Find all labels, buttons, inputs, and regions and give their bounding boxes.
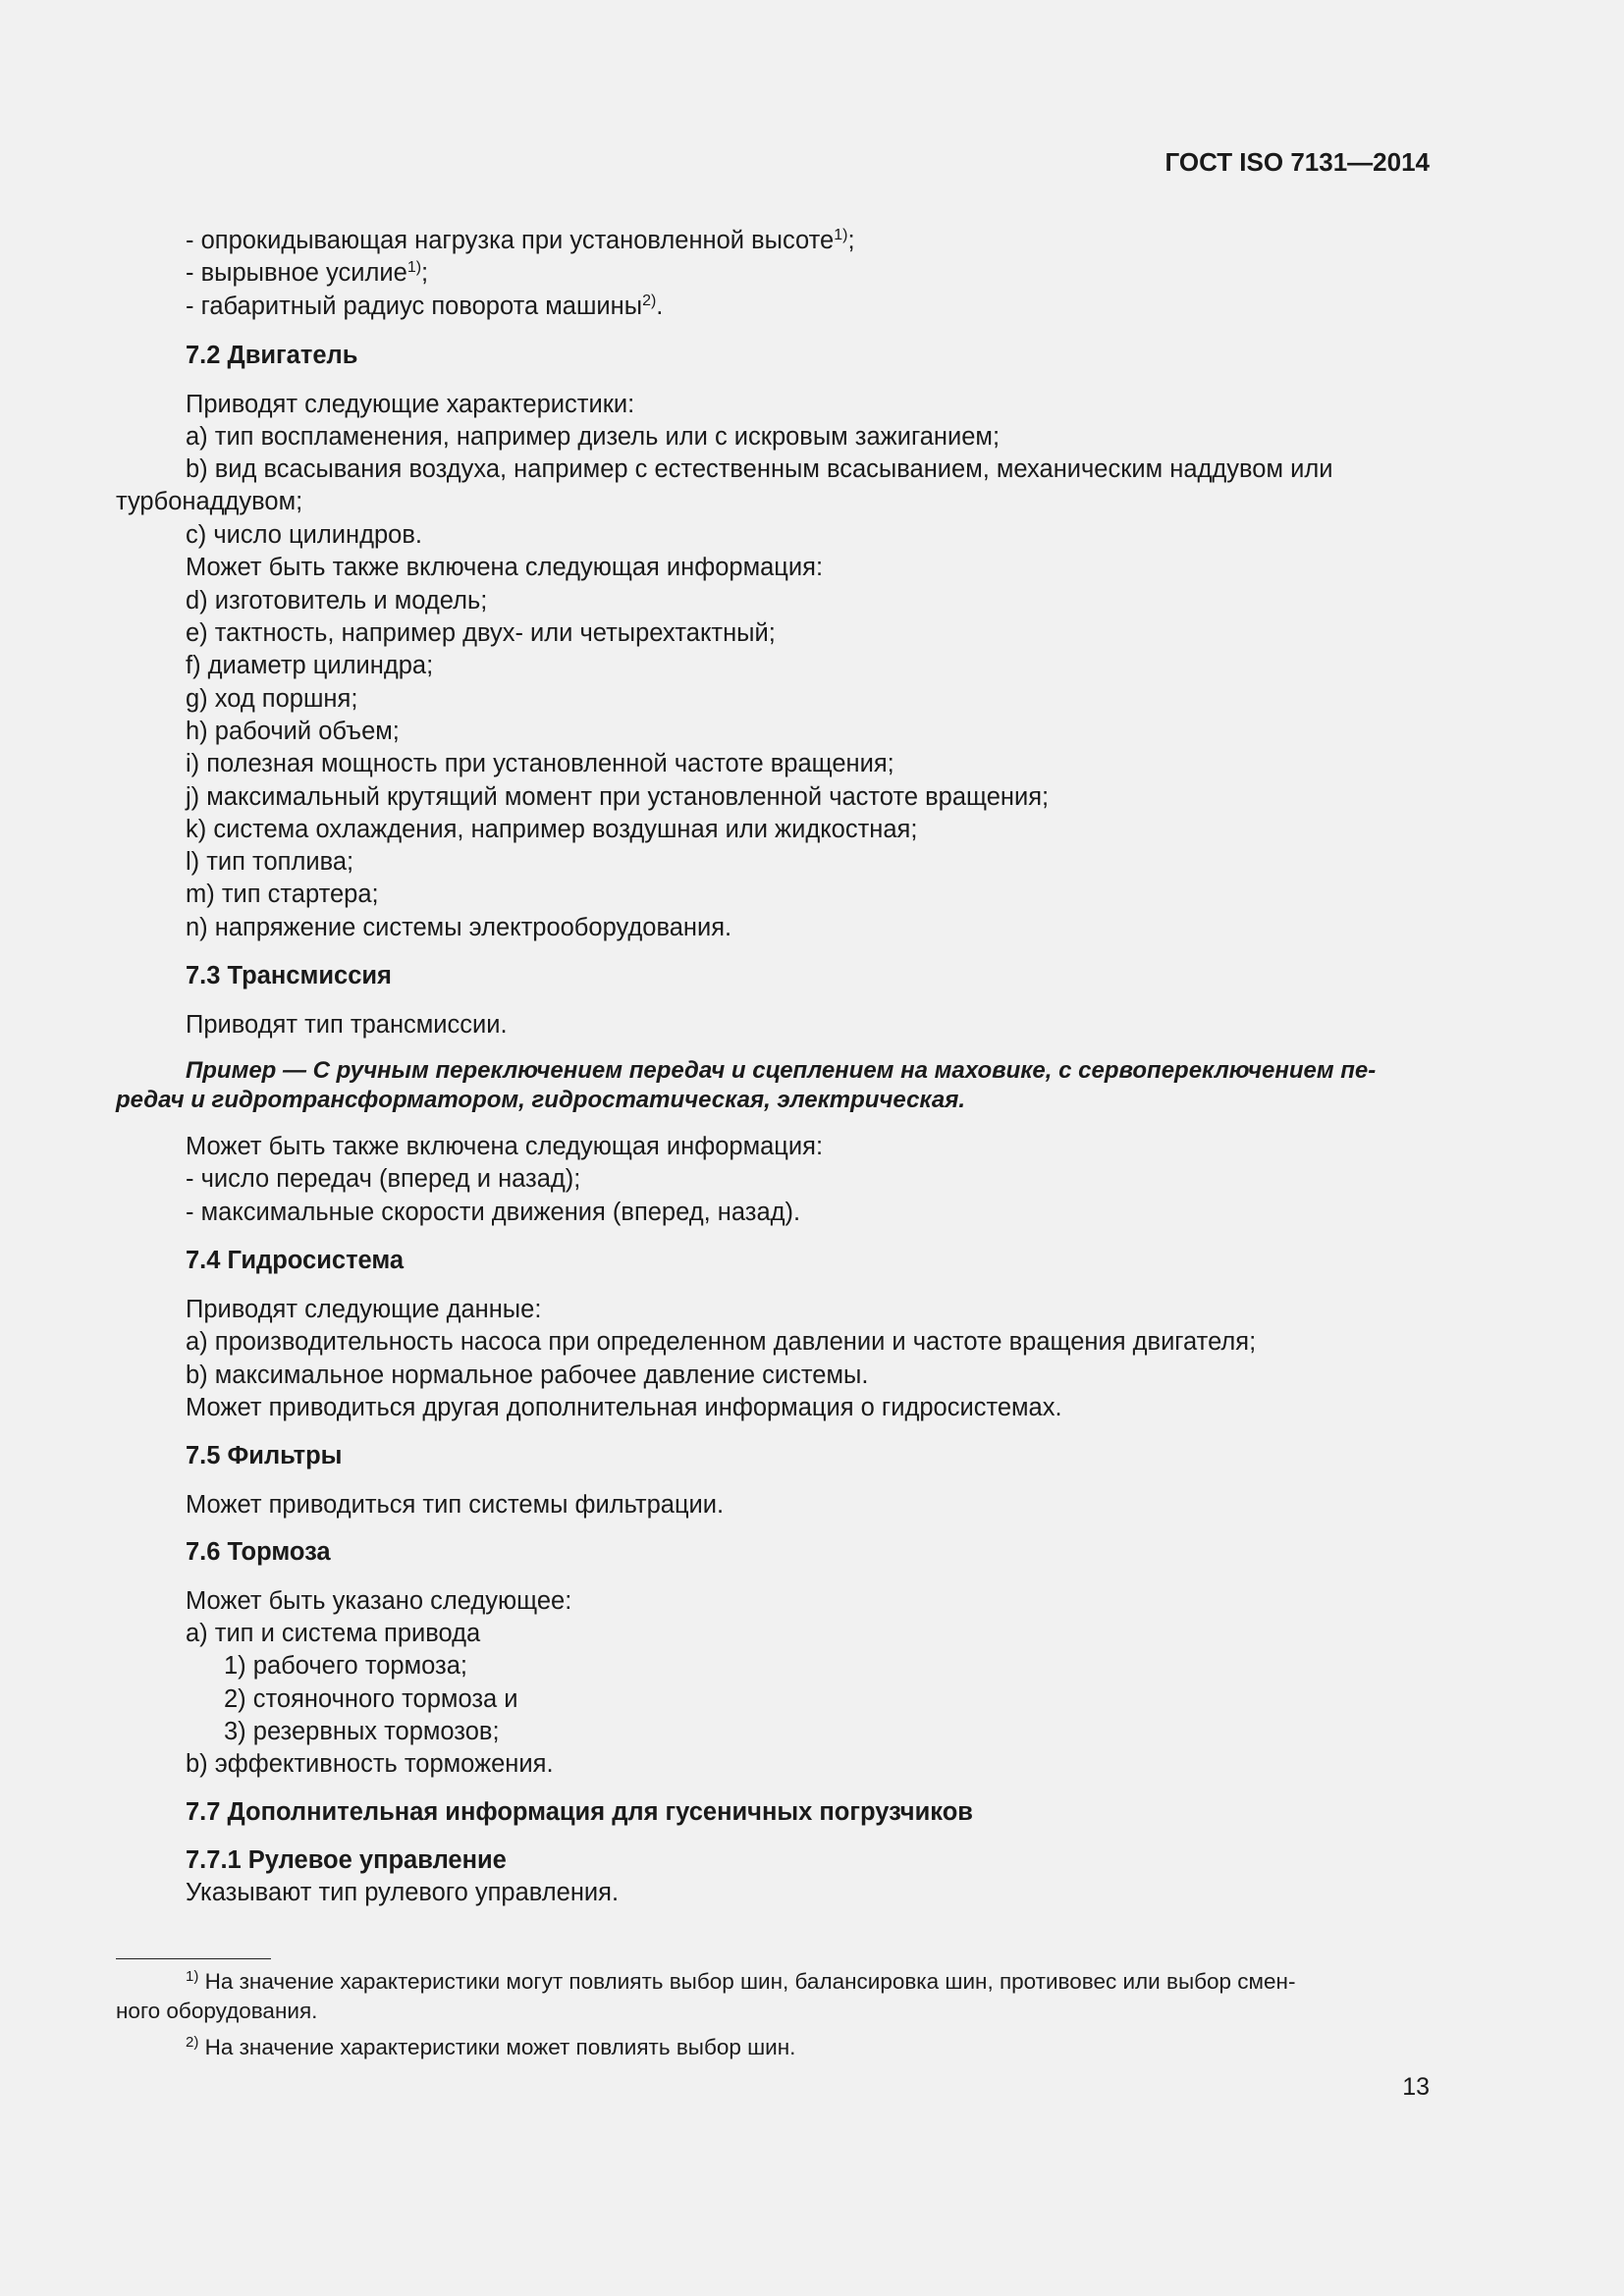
- section-heading: 7.5 Фильтры: [186, 1442, 343, 1469]
- paragraph: Может приводиться другая дополнительная информация о гидросистемах.: [186, 1394, 1062, 1421]
- footnote-mark: 1): [186, 1967, 199, 1985]
- example-text: Пример — С ручным переключением передач и сцеплением на маховике, с сервопереключением пе-: [186, 1057, 1377, 1084]
- sub-list-item: 2) стояночного тормоза и: [224, 1685, 518, 1713]
- list-item: a) производительность насоса при определенном давлении и частоте вращения двигателя;: [186, 1328, 1257, 1356]
- footnote-ref: 1): [406, 259, 422, 277]
- paragraph: Приводят тип трансмиссии.: [186, 1011, 508, 1039]
- section-heading: 7.7 Дополнительная информация для гусеничных погрузчиков: [186, 1798, 973, 1826]
- list-item: m) тип стартера;: [186, 881, 379, 908]
- list-item: g) ход поршня;: [186, 685, 358, 713]
- paragraph: Указывают тип рулевого управления.: [186, 1879, 620, 1906]
- list-item: n) напряжение системы электрооборудования.: [186, 914, 732, 941]
- section-heading: 7.3 Трансмиссия: [186, 962, 392, 989]
- list-item: b) максимальное нормальное рабочее давление системы.: [186, 1362, 869, 1389]
- list-item-continuation: турбонаддувом;: [116, 488, 303, 515]
- list-item: a) тип воспламенения, например дизель или с искровым зажиганием;: [186, 423, 1001, 451]
- list-item: - габаритный радиус поворота машины$^{2)}$.: [186, 293, 664, 320]
- paragraph: Может приводиться тип системы фильтрации.: [186, 1491, 725, 1519]
- list-item: h) рабочий объем;: [186, 718, 400, 745]
- list-item: l) тип топлива;: [186, 848, 354, 876]
- footnote-ref: 1): [834, 227, 848, 244]
- list-item: b) эффективность торможения.: [186, 1750, 554, 1778]
- footnote: $^{2)}$ На значение характеристики может повлиять выбор шин.: [186, 2033, 796, 2059]
- example-text: редач и гидротрансформатором, гидростатическая, электрическая.: [116, 1087, 966, 1113]
- list-item: e) тактность, например двух- или четырехтактный;: [186, 619, 776, 647]
- list-item: - максимальные скорости движения (вперед, назад).: [186, 1199, 801, 1226]
- subsection-heading: 7.7.1 Рулевое управление: [186, 1846, 507, 1874]
- list-item: f) диаметр цилиндра;: [186, 652, 434, 679]
- footnote-continuation: ного оборудования.: [116, 1999, 318, 2023]
- footnote-ref: 2): [642, 293, 657, 310]
- list-item: a) тип и система привода: [186, 1620, 481, 1647]
- section-heading: 7.2 Двигатель: [186, 342, 358, 369]
- section-heading: 7.4 Гидросистема: [186, 1247, 405, 1274]
- list-item: b) вид всасывания воздуха, например с естественным всасыванием, механическим наддувом или: [186, 455, 1333, 483]
- list-item: i) полезная мощность при установленной частоте вращения;: [186, 750, 894, 777]
- list-item: j) максимальный крутящий момент при установленной частоте вращения;: [186, 783, 1050, 811]
- paragraph: Приводят следующие данные:: [186, 1296, 542, 1323]
- page-number: 13: [1402, 2073, 1430, 2101]
- document-code: ГОСТ ISO 7131—2014: [1164, 147, 1430, 177]
- list-item: c) число цилиндров.: [186, 521, 422, 549]
- paragraph: Может быть также включена следующая информация:: [186, 554, 824, 581]
- footnote: $^{1)}$ На значение характеристики могут повлиять выбор шин, балансировка шин, противовес или выбор смен-: [186, 1967, 1296, 1994]
- sub-list-item: 1) рабочего тормоза;: [224, 1652, 467, 1680]
- list-item: - число передач (вперед и назад);: [186, 1165, 581, 1193]
- list-item: - опрокидывающая нагрузка при установленной высоте$^{1)}$;: [186, 227, 855, 254]
- sub-list-item: 3) резервных тормозов;: [224, 1718, 500, 1745]
- section-heading: 7.6 Тормоза: [186, 1538, 331, 1566]
- footnote-mark: 2): [186, 2033, 199, 2051]
- paragraph: Может быть указано следующее:: [186, 1587, 572, 1615]
- list-item: k) система охлаждения, например воздушная или жидкостная;: [186, 816, 918, 843]
- footnote-separator: [116, 1958, 271, 1959]
- paragraph: Приводят следующие характеристики:: [186, 391, 635, 418]
- list-item: - вырывное усилие$^{1)}$;: [186, 259, 429, 287]
- list-item: d) изготовитель и модель;: [186, 587, 488, 614]
- paragraph: Может быть также включена следующая информация:: [186, 1133, 824, 1160]
